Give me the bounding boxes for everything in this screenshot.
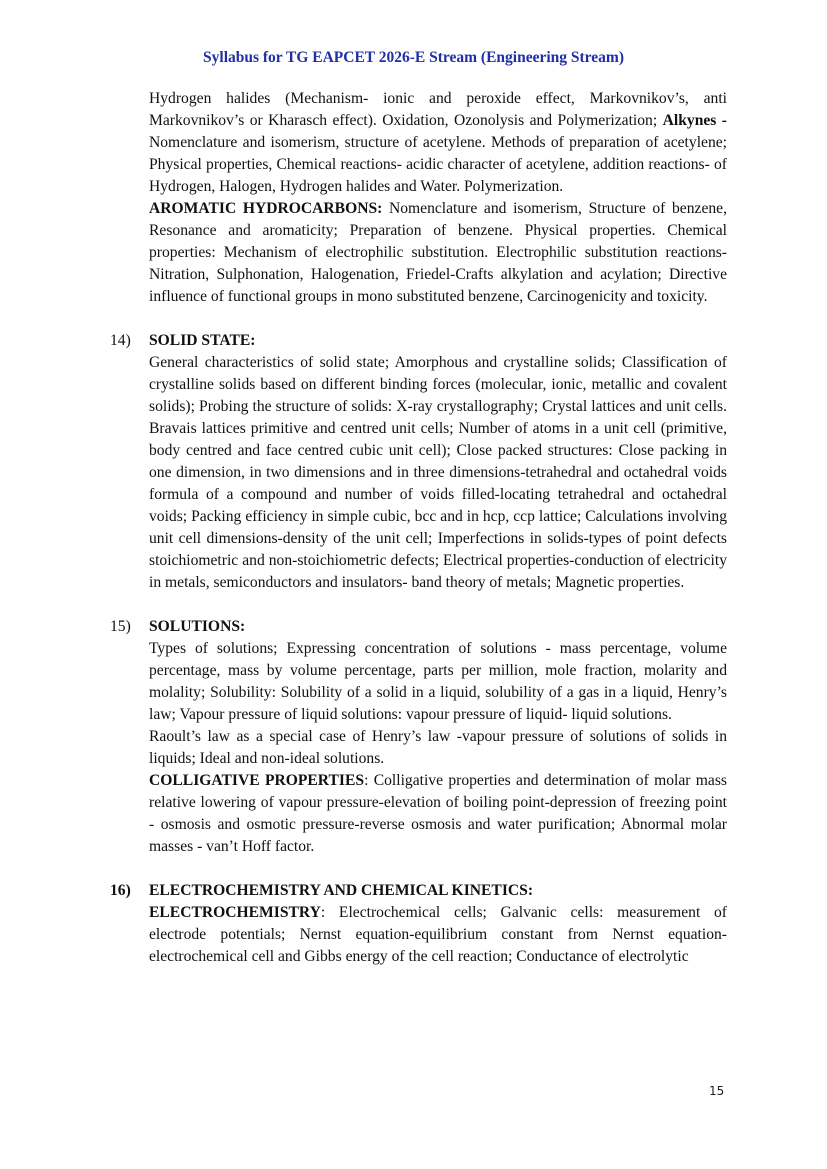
alkynes-heading: Alkynes - [662, 112, 727, 129]
section-solid-state [110, 330, 727, 594]
section-electrochemistry [110, 880, 727, 968]
section-heading [110, 330, 727, 352]
alkynes-text: Nomenclature and isomerism, structure of acetylene. Methods of preparation of acetylene; Physical properties, Chemical reactions- acidic character of acetylene, addition reactions- of Hydrogen, Halogen, Hydrogen halides and Water. Polymerization. [149, 134, 727, 195]
paragraph-colligative-properties [149, 770, 727, 858]
paragraph-alkynes [149, 88, 727, 198]
section-title: SOLUTIONS: [149, 618, 246, 635]
page-header-title: Syllabus for TG EAPCET 2026-E Stream (Engineering Stream) [203, 49, 624, 66]
section-heading [110, 880, 727, 902]
solid-state-text: General characteristics of solid state; Amorphous and crystalline solids; Classification of crystalline solids based on different binding forces (molecular, ionic, metallic and covalent solids); Probing the structure of solids: X-ray crystallography; Crystal lattices and unit cells. Bravais lattices primitive and centred unit cells; Number of atoms in a unit cell (primitive, body centred and face centred cubic unit cell); Close packed structures: Close packing in one dimension, in two dimensions and in three dimensions-tetrahedral and octahedral voids formula of a compound and number of voids filled-locating tetrahedral and octahedral voids; Packing efficiency in simple cubic, bcc and in hcp, ccp lattice; Calculations involving unit cell dimensions-density of the unit cell; Imperfections in solids-types of point defects stoichiometric and non-stoichiometric defects; Electrical properties-conduction of electricity in metals, semiconductors and insulators- band theory of metals; Magnetic properties. [149, 354, 727, 591]
section-title: SOLID STATE: [149, 332, 256, 349]
paragraph-aromatic-hydrocarbons [149, 198, 727, 308]
colligative-properties-text: : Colligative properties and determination of molar mass relative lowering of vapour pressure-elevation of boiling point-depression of freezing point - osmosis and osmotic pressure-reverse osmosis and water purification; Abnormal molar masses - van’t Hoff factor. [149, 772, 727, 855]
aromatic-hydrocarbons-text: Nomenclature and isomerism, Structure of benzene, Resonance and aromaticity; Preparation of benzene. Physical properties. Chemical properties: Mechanism of electrophilic substitution. Electrophilic substitution reactions- Nitration, Sulphonation, Halogenation, Friedel-Crafts alkylation and acylation; Directive influence of functional groups in mono substituted benzene, Carcinogenicity and toxicity. [149, 200, 727, 305]
section-title: ELECTROCHEMISTRY AND CHEMICAL KINETICS: [149, 882, 534, 899]
electrochemistry-text: : Electrochemical cells; Galvanic cells: measurement of electrode potentials; Nernst equation-equilibrium constant from Nernst equation-electrochemical cell and Gibbs energy of the cell reaction; Conductance of electrolytic [149, 904, 727, 965]
raoults-law-text: Raoult’s law as a special case of Henry’s law -vapour pressure of solutions of solids in liquids; Ideal and non-ideal solutions. [149, 728, 727, 767]
aromatic-hydrocarbons-heading: AROMATIC HYDROCARBONS: [149, 200, 383, 217]
section-number: 16) [110, 882, 131, 899]
section-solutions [110, 616, 727, 858]
section-heading [110, 616, 727, 638]
alkenes-continuation-text: Hydrogen halides (Mechanism- ionic and peroxide effect, Markovnikov’s, anti Markovnikov’s or Kharasch effect). Oxidation, Ozonolysis and Polymerization; [149, 90, 727, 129]
document-body [110, 88, 727, 968]
section-number: 15) [110, 618, 131, 635]
electrochemistry-heading: ELECTROCHEMISTRY [149, 904, 321, 921]
solutions-text: Types of solutions; Expressing concentration of solutions - mass percentage, volume percentage, mass by volume percentage, parts per million, mole fraction, molarity and molality; Solubility: Solubility of a solid in a liquid, solubility of a gas in a liquid, Henry’s law; Vapour pressure of liquid solutions: vapour pressure of liquid- liquid solutions. [149, 640, 727, 723]
section-number: 14) [110, 332, 131, 349]
page-number: 15 [709, 1084, 725, 1098]
paragraph-electrochemistry [149, 902, 727, 968]
colligative-properties-heading: COLLIGATIVE PROPERTIES [149, 772, 365, 789]
